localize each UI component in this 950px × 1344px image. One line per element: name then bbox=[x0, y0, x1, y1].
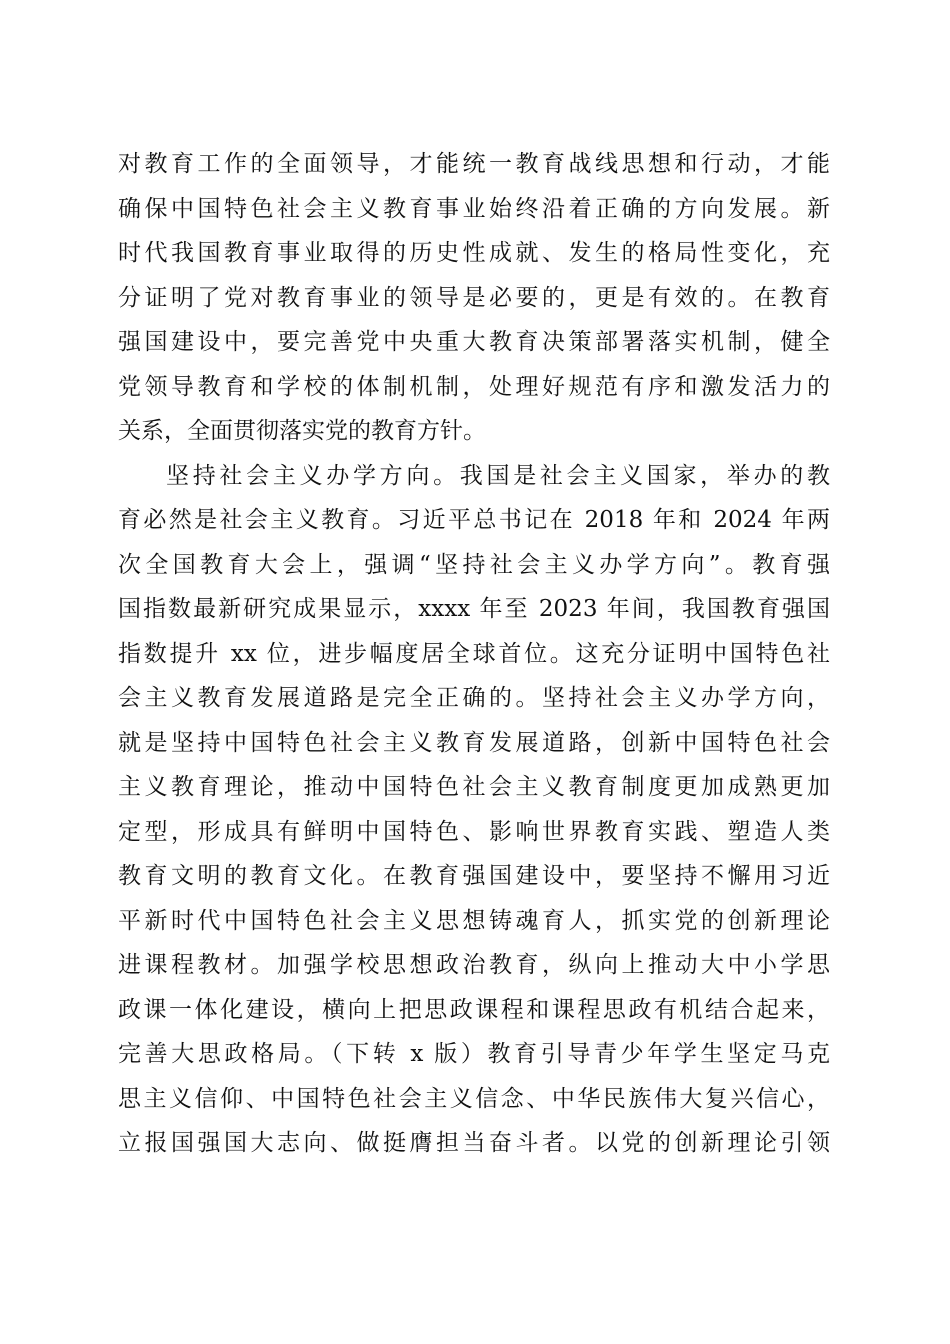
text-line: 平新时代中国特色社会主义思想铸魂育人，抓实党的创新理论 bbox=[118, 907, 830, 934]
text-line: 对教育工作的全面领导，才能统一教育战线思想和行动，才能 bbox=[118, 151, 830, 177]
text-line: 定型，形成具有鲜明中国特色、影响世界教育实践、塑造人类 bbox=[118, 818, 830, 845]
text-line: 会主义教育发展道路是完全正确的。坚持社会主义办学方向， bbox=[118, 685, 830, 711]
text-line: 完善大思政格局。（下转 x 版）教育引导青少年学生坚定马克 bbox=[118, 1041, 830, 1067]
text-line: 就是坚持中国特色社会主义教育发展道路，创新中国特色社会 bbox=[118, 729, 830, 756]
text-line: 关系，全面贯彻落实党的教育方针。 bbox=[118, 418, 486, 444]
body-text bbox=[118, 142, 830, 1166]
text-line: 指数提升 xx 位，进步幅度居全球首位。这充分证明中国特色社 bbox=[118, 640, 830, 667]
text-line: 思主义信仰、中国特色社会主义信念、中华民族伟大复兴信心， bbox=[118, 1085, 830, 1112]
text-line: 次全国教育大会上，强调“坚持社会主义办学方向”。教育强 bbox=[118, 551, 830, 578]
text-line: 立报国强国大志向、做挺膺担当奋斗者。以党的创新理论引领 bbox=[118, 1130, 830, 1156]
text-line: 时代我国教育事业取得的历史性成就、发生的格局性变化，充 bbox=[118, 240, 830, 266]
text-line: 主义教育理论，推动中国特色社会主义教育制度更加成熟更加 bbox=[118, 774, 830, 800]
paragraph-first-line: 坚持社会主义办学方向。我国是社会主义国家，举办的教 bbox=[166, 462, 830, 489]
text-line: 教育文明的教育文化。在教育强国建设中，要坚持不懈用习近 bbox=[118, 863, 830, 889]
text-line: 进课程教材。加强学校思想政治教育，纵向上推动大中小学思 bbox=[118, 952, 830, 978]
text-line: 确保中国特色社会主义教育事业始终沿着正确的方向发展。新 bbox=[118, 195, 830, 222]
text-line: 强国建设中，要完善党中央重大教育决策部署落实机制，健全 bbox=[118, 329, 830, 355]
text-line: 国指数最新研究成果显示，xxxx 年至 2023 年间，我国教育强国 bbox=[118, 596, 830, 622]
text-line: 育必然是社会主义教育。习近平总书记在 2018 年和 2024 年两 bbox=[118, 507, 830, 533]
text-line: 党领导教育和学校的体制机制，处理好规范有序和激发活力的 bbox=[118, 373, 830, 400]
text-line: 政课一体化建设，横向上把思政课程和课程思政有机结合起来， bbox=[118, 996, 830, 1023]
text-line: 分证明了党对教育事业的领导是必要的，更是有效的。在教育 bbox=[118, 284, 830, 311]
